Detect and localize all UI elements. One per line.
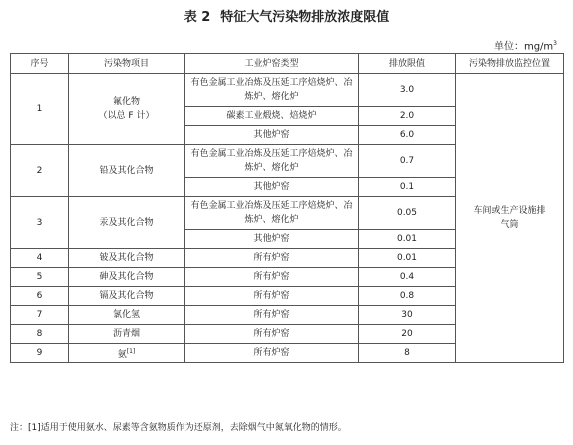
emission-limit-cell: 0.01 <box>359 230 456 249</box>
header-cell: 污染物排放监控位置 <box>456 54 564 74</box>
pollutant-name: 氯化氢 <box>112 310 140 320</box>
emission-limit-cell: 0.7 <box>359 145 456 178</box>
table-row <box>11 74 564 107</box>
emission-limit-cell: 0.05 <box>359 197 456 230</box>
pollutant-cell <box>69 287 185 306</box>
pollutant-cell <box>69 145 185 197</box>
serial-number-cell: 4 <box>11 249 69 268</box>
table-body <box>11 74 564 363</box>
monitoring-location-cell: 车间或生产设施排气筒 <box>456 74 564 363</box>
serial-number-cell: 3 <box>11 197 69 249</box>
header-cell: 排放限值 <box>359 54 456 74</box>
table-caption <box>0 10 573 26</box>
emission-limit-cell: 30 <box>359 306 456 325</box>
furnace-type-cell: 所有炉窑 <box>185 249 359 268</box>
pollutant-name: 砷及其化合物 <box>99 272 154 282</box>
furnace-type-cell: 所有炉窑 <box>185 325 359 344</box>
emission-limit-cell: 0.8 <box>359 287 456 306</box>
serial-number-cell: 7 <box>11 306 69 325</box>
header-cell: 工业炉窑类型 <box>185 54 359 74</box>
pollutant-cell <box>69 268 185 287</box>
serial-number-cell: 2 <box>11 145 69 197</box>
emission-limit-cell: 2.0 <box>359 107 456 126</box>
header-cell: 污染物项目 <box>69 54 185 74</box>
furnace-type-cell: 所有炉窑 <box>185 268 359 287</box>
emission-limit-cell: 0.1 <box>359 178 456 197</box>
furnace-type-cell: 有色金属工业冶炼及压延工序焙烧炉、冶炼炉、熔化炉 <box>185 74 359 107</box>
furnace-type-cell: 所有炉窑 <box>185 344 359 363</box>
pollutant-footnote-ref: [1] <box>126 347 136 355</box>
pollutant-cell <box>69 306 185 325</box>
serial-number-cell: 9 <box>11 344 69 363</box>
table-header-row <box>11 54 564 74</box>
pollutant-name: 铍及其化合物 <box>99 253 154 263</box>
furnace-type-cell: 其他炉窑 <box>185 230 359 249</box>
furnace-type-cell: 所有炉窑 <box>185 306 359 325</box>
pollutant-name: 沥青烟 <box>112 329 140 339</box>
pollutant-name: 汞及其化合物 <box>99 217 154 228</box>
furnace-type-cell: 有色金属工业冶炼及压延工序焙烧炉、冶炼炉、熔化炉 <box>185 197 359 230</box>
header-cell: 序号 <box>11 54 69 74</box>
footnote-ref: [1] <box>28 423 41 433</box>
unit-superscript: 3 <box>553 40 557 47</box>
pollutant-name: 氟化物 <box>112 97 140 107</box>
serial-number-cell: 6 <box>11 287 69 306</box>
emission-limit-cell: 0.01 <box>359 249 456 268</box>
furnace-type-cell: 其他炉窑 <box>185 126 359 145</box>
emission-limit-cell: 0.4 <box>359 268 456 287</box>
emission-limit-cell: 3.0 <box>359 74 456 107</box>
pollutant-name: 氨 <box>117 349 127 360</box>
pollutant-name: 铅及其化合物 <box>99 165 154 176</box>
pollutant-cell <box>69 197 185 249</box>
serial-number-cell: 1 <box>11 74 69 145</box>
serial-number-cell: 8 <box>11 325 69 344</box>
pollutant-cell <box>69 74 185 145</box>
unit-label <box>494 38 557 53</box>
emission-limit-cell: 20 <box>359 325 456 344</box>
table-title: 特征大气污染物排放浓度限值 <box>220 10 390 25</box>
emission-limit-cell: 6.0 <box>359 126 456 145</box>
table-number: 表 2 <box>183 10 211 25</box>
furnace-type-cell: 所有炉窑 <box>185 287 359 306</box>
emission-limit-table <box>10 53 564 363</box>
pollutant-note: （以总 F 计） <box>98 111 155 121</box>
footnote-label: 注： <box>10 423 29 433</box>
pollutant-cell <box>69 344 185 363</box>
pollutant-name: 镉及其化合物 <box>99 291 154 301</box>
furnace-type-cell: 碳素工业煅烧、焙烧炉 <box>185 107 359 126</box>
pollutant-cell <box>69 325 185 344</box>
pollutant-cell <box>69 249 185 268</box>
furnace-type-cell: 其他炉窑 <box>185 178 359 197</box>
footnote-text: 适用于使用氨水、尿素等含氨物质作为还原剂，去除烟气中氮氧化物的情形。 <box>40 423 347 433</box>
emission-limit-cell: 8 <box>359 344 456 363</box>
unit-text: 单位：mg/m <box>493 41 554 53</box>
table-footnote <box>10 421 565 435</box>
furnace-type-cell: 有色金属工业冶炼及压延工序焙烧炉、冶炼炉、熔化炉 <box>185 145 359 178</box>
serial-number-cell: 5 <box>11 268 69 287</box>
